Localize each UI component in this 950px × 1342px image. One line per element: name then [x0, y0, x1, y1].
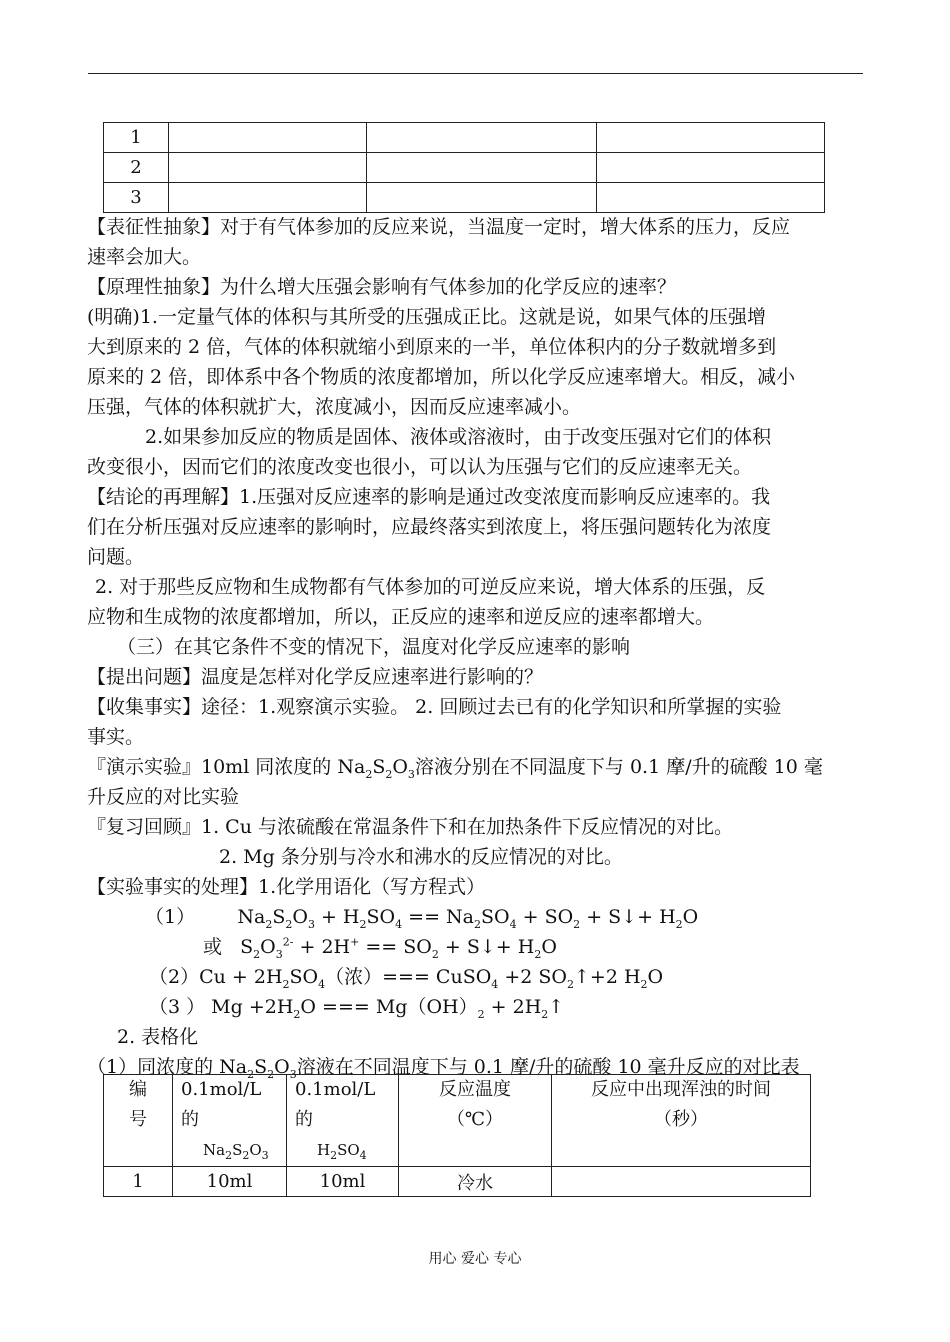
table-cell [169, 153, 367, 183]
text-run: 『演示实验』10ml 同浓度的 Na [87, 756, 366, 778]
header-cell: 编 号 [104, 1075, 173, 1167]
paragraph: 2. 对于那些反应物和生成物都有气体参加的可逆反应来说，增大体系的压强，反 [95, 576, 766, 598]
paragraph: 2.如果参加反应的物质是固体、液体或溶液时，由于改变压强对它们的体积 [145, 426, 772, 448]
text-run: 溶液分别在不同温度下与 0.1 摩/升的硫酸 10 毫 [414, 756, 823, 778]
header-cell: 0.1mol/L 的 $H_2SO_4$ [287, 1075, 399, 1167]
paragraph: 【实验事实的处理】1.化学用语化（写方程式） [87, 876, 486, 898]
header-cell: 反应中出现浑浊的时间 （秒） [552, 1075, 811, 1167]
table-row [104, 153, 825, 183]
header-cell: 0.1mol/L 的 $Na_2S_2O_3$ [173, 1075, 287, 1167]
equation-3: （3 ） $Mg +2H_2O$ === $Mg(OH)_2$ + $2H_2↑$ [149, 996, 565, 1021]
table-cell [169, 183, 367, 213]
paragraph: 问题。 [87, 546, 145, 568]
table-cell [552, 1167, 811, 1197]
header-cell: 反应温度 （℃） [399, 1075, 552, 1167]
paragraph: 压强，气体的体积就扩大，浓度减小，因而反应速率减小。 [87, 396, 582, 418]
paragraph: 大到原来的 2 倍，气体的体积就缩小到原来的一半，单位体积内的分子数就增多到 [87, 336, 777, 358]
table-row [104, 1167, 811, 1197]
paragraph: 速率会加大。 [87, 246, 202, 268]
table-cell: 2 [104, 153, 169, 183]
paragraph: 【结论的再理解】1.压强对反应速率的影响是通过改变浓度而影响反应速率的。我 [87, 486, 771, 508]
paragraph: 原来的 2 倍，即体系中各个物质的浓度都增加，所以化学反应速率增大。相反，减小 [87, 366, 796, 388]
equation-1: （1） $Na_2S_2O_3 + H_2SO_4 == Na_2SO_4 + SO_2$ + S↓+ $H_2O$ [145, 906, 699, 931]
paragraph: 【收集事实】途径：1.观察演示实验。 2. 回顾过去已有的化学知识和所掌握的实验 [87, 696, 782, 718]
document-body [87, 212, 867, 1082]
table-row [104, 183, 825, 213]
table-cell: 1 [104, 123, 169, 153]
table-cell [367, 123, 597, 153]
table-cell: 1 [104, 1167, 173, 1197]
table-cell [169, 123, 367, 153]
table-cell [597, 123, 825, 153]
text-run: （1）同浓度的 Na [87, 1056, 248, 1078]
header-rule [88, 73, 863, 74]
page-footer: 用心 爱心 专心 [428, 1251, 522, 1267]
table-cell: 3 [104, 183, 169, 213]
paragraph: 升反应的对比实验 [87, 786, 240, 808]
paragraph: (明确)1.一定量气体的体积与其所受的压强成正比。这就是说，如果气体的压强增 [87, 306, 766, 328]
table-header-row [104, 1075, 811, 1167]
equation-1-ionic: 或 $S_2O_3^{2-} + 2H^+ == SO_2$ + S↓+ $H_2O$ [203, 935, 557, 961]
paragraph: （1）同浓度的 $Na_2S_2O_3$溶液在不同温度下与 0.1 摩/升的硫酸 10 毫升反应的对比表 [87, 1056, 800, 1081]
section-heading: （三）在其它条件不变的情况下，温度对化学反应速率的影响 [117, 636, 631, 658]
table-cell: 10ml [173, 1167, 287, 1197]
paragraph: 【表征性抽象】对于有气体参加的反应来说，当温度一定时，增大体系的压力，反应 [87, 216, 791, 238]
paragraph: 2. 表格化 [117, 1026, 199, 1048]
table-cell [597, 183, 825, 213]
paragraph: 2. Mg 条分别与冷水和沸水的反应情况的对比。 [219, 846, 623, 868]
paragraph: 们在分析压强对反应速率的影响时，应最终落实到浓度上，将压强问题转化为浓度 [87, 516, 772, 538]
table-row [104, 123, 825, 153]
table-cell: 10ml [287, 1167, 399, 1197]
paragraph: 【原理性抽象】为什么增大压强会影响有气体参加的化学反应的速率？ [87, 276, 677, 298]
table-cell [367, 153, 597, 183]
table-cell [597, 153, 825, 183]
paragraph: 【提出问题】温度是怎样对化学反应速率进行影响的？ [87, 666, 544, 688]
paragraph: 事实。 [87, 726, 145, 748]
comparison-table [103, 1074, 811, 1197]
top-table [103, 122, 825, 213]
table-cell: 冷水 [399, 1167, 552, 1197]
table-cell [367, 183, 597, 213]
paragraph: 改变很小，因而它们的浓度改变也很小，可以认为压强与它们的反应速率无关。 [87, 456, 753, 478]
paragraph: 『复习回顾』1. Cu 与浓硫酸在常温条件下和在加热条件下反应情况的对比。 [87, 816, 733, 838]
equation-2: $(2)Cu + 2H_2SO_4$（浓）=== CuSO$_4$ +2 $SO_2↑+2$ $H_2O$ [149, 966, 664, 991]
text-run: 溶液在不同温度下与 0.1 摩/升的硫酸 10 毫升反应的对比表 [296, 1056, 800, 1078]
paragraph: 『演示实验』10ml 同浓度的 $Na_2S_2O_3$溶液分别在不同温度下与 0.1 摩/升的硫酸 10 毫 [87, 756, 823, 781]
paragraph: 应物和生成物的浓度都增加，所以，正反应的速率和逆反应的速率都增大。 [87, 606, 715, 628]
